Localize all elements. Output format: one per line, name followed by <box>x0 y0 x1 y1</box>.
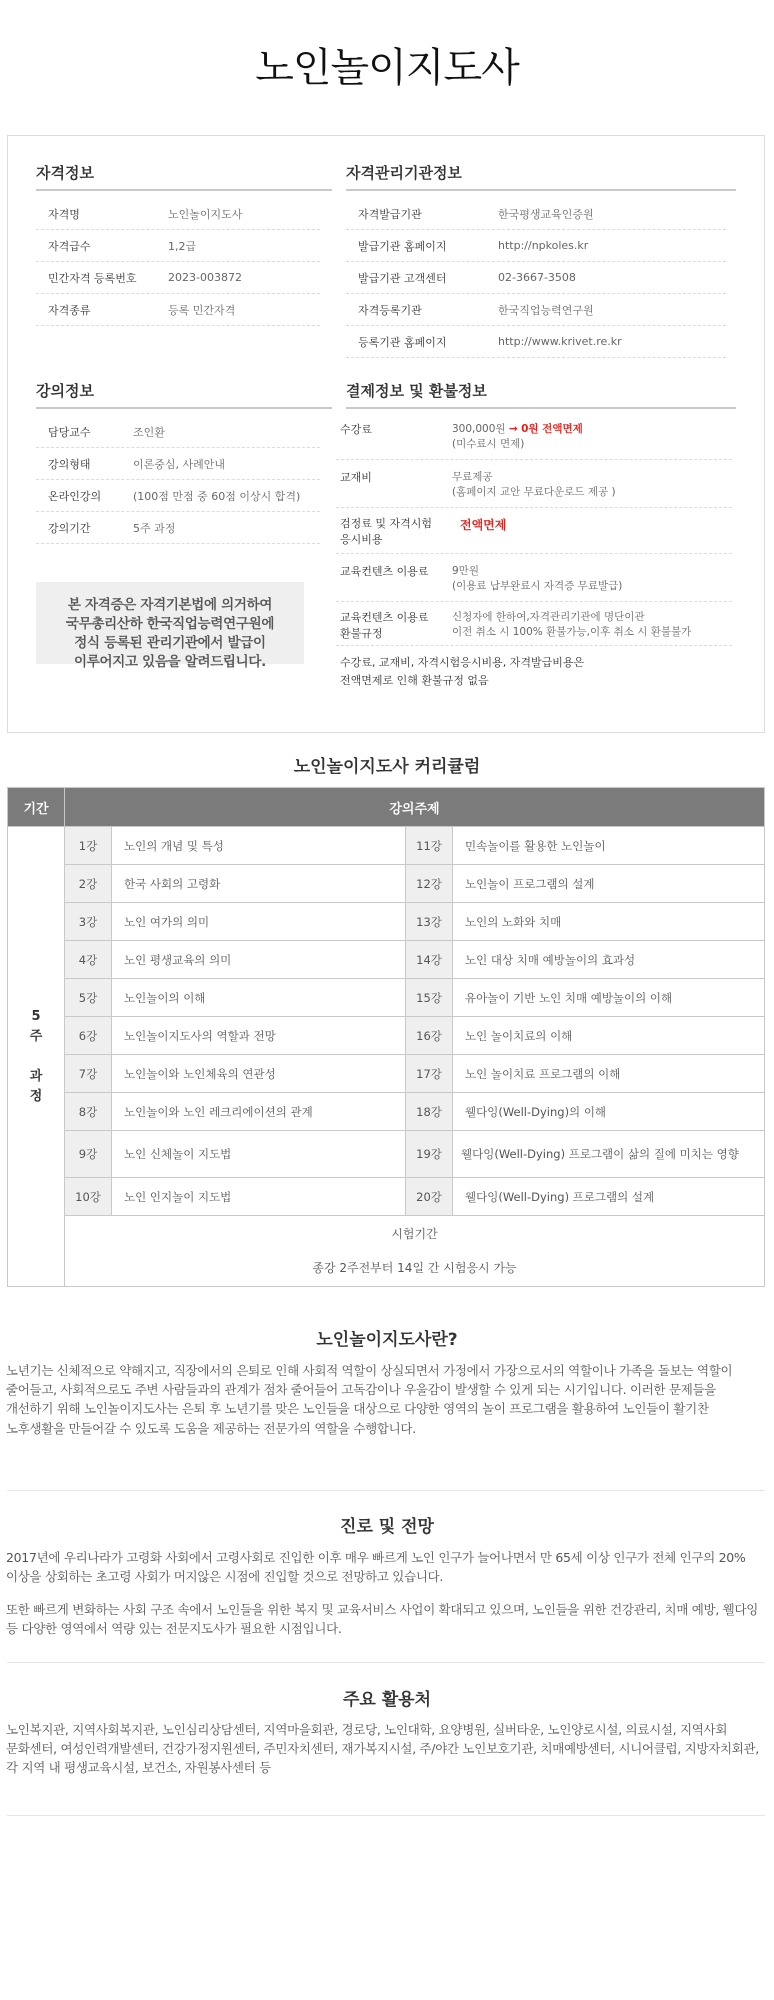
material-note: (홈페이지 교안 무료다운로드 제공 ) <box>452 486 616 498</box>
exam-period-row <box>8 1216 765 1287</box>
qualification-value: 2023-003872 <box>168 271 242 284</box>
tuition-free: 0원 전액면제 <box>521 423 583 435</box>
exam-fee-label: 검정료 및 자격시험 응시비용 <box>340 517 433 546</box>
agency-row <box>346 198 726 230</box>
table-row <box>8 1017 765 1055</box>
refund-line: 신청자에 한하여,자격관리기관에 명단이관 <box>452 611 645 623</box>
content-fee-label: 교육컨텐츠 이용료 <box>340 565 429 578</box>
period-text: 5 <box>31 1008 41 1024</box>
career-text-2: 또한 빠르게 변화하는 사회 구조 속에서 노인들을 위한 복지 및 교육서비스 사업이 확대되고 있으며, 노인들을 위한 건강관리, 치매 예방, 웰다잉 등 다양한 영역에서 역량 있는 전문지도사가 필요한 시점입니다. <box>6 1602 758 1637</box>
exam-period-desc: 종강 2주전부터 14일 간 시험응시 가능 <box>312 1261 517 1275</box>
material-row <box>336 460 732 508</box>
lecture-topic: 노인 평생교육의 의미 <box>112 941 406 979</box>
career-heading: 진로 및 전망 <box>340 1517 434 1537</box>
table-row <box>8 1178 765 1216</box>
lecture-row <box>36 480 320 512</box>
table-row <box>8 1131 765 1178</box>
lecture-number: 9강 <box>65 1131 112 1178</box>
lecture-number: 8강 <box>65 1093 112 1131</box>
exam-period-title: 시험기간 <box>391 1227 438 1241</box>
lecture-key: 강의형태 <box>48 457 91 471</box>
lecture-topic: 노인놀이의 이해 <box>112 979 406 1017</box>
agency-homepage-link[interactable]: http://npkoles.kr <box>498 239 589 252</box>
career-text-1: 2017년에 우리나라가 고령화 사회에서 고령사회로 진입한 이후 매우 빠르게 노인 인구가 늘어나면서 만 65세 이상 인구가 전체 인구의 20% 이상을 상회하는 초고령 사회가 머지않은 시점에 진입할 것으로 전망하고 있습니다. <box>6 1550 746 1585</box>
period-text: 정 <box>29 1088 43 1104</box>
column-topic: 강의주제 <box>65 788 765 827</box>
refund-line: 이전 취소 시 100% 환불가능,이후 취소 시 환불불가 <box>452 626 692 638</box>
lecture-topic: 노인놀이와 노인체육의 연관성 <box>112 1055 406 1093</box>
exam-fee-value: 전액면제 <box>460 518 507 532</box>
lecture-value: 이론중심, 사례안내 <box>133 457 226 471</box>
lecture-number: 18강 <box>406 1093 453 1131</box>
lecture-row <box>36 416 320 448</box>
table-row <box>8 1093 765 1131</box>
period-text: 과 <box>29 1068 43 1084</box>
agency-row <box>346 230 726 262</box>
content-fee-row <box>336 554 732 602</box>
qualification-row <box>36 262 320 294</box>
qualification-value: 노인놀이지도사 <box>168 207 243 221</box>
agency-row <box>346 262 726 294</box>
agency-table <box>346 198 726 358</box>
material-label: 교재비 <box>340 471 372 484</box>
lecture-number: 15강 <box>406 979 453 1017</box>
info-box <box>7 135 765 733</box>
registration-notice: 본 자격증은 자격기본법에 의거하여 국무총리산하 한국직업능력연구원에 정식 등록된 관리기관에서 발급이 이루어지고 있음을 알려드립니다. <box>36 582 304 664</box>
period-text: 주 <box>29 1028 43 1044</box>
table-row <box>8 979 765 1017</box>
material-value: 무료제공 <box>452 471 493 483</box>
refund-row <box>336 602 732 646</box>
lecture-topic: 노인 놀이치료 프로그램의 이해 <box>453 1055 765 1093</box>
lecture-number: 3강 <box>65 903 112 941</box>
tuition-arrow: → <box>508 423 518 435</box>
lecture-topic: 노인놀이지도사의 역할과 전망 <box>112 1017 406 1055</box>
lecture-topic: 노인 놀이치료의 이해 <box>453 1017 765 1055</box>
lecture-topic: 노인놀이 프로그램의 설계 <box>453 865 765 903</box>
refund-label: 교육컨텐츠 이용료 환불규정 <box>340 611 429 640</box>
qualification-row <box>36 230 320 262</box>
lecture-value: (100점 만점 중 60점 이상시 합격) <box>133 489 301 503</box>
qualification-heading: 자격정보 <box>36 162 332 191</box>
lecture-number: 14강 <box>406 941 453 979</box>
lecture-number: 12강 <box>406 865 453 903</box>
section-divider <box>7 1662 765 1663</box>
agency-key: 등록기관 홈페이지 <box>358 335 447 349</box>
lecture-topic: 웰다잉(Well-Dying) 프로그램이 삶의 질에 미치는 영향 <box>453 1131 765 1178</box>
curriculum-title: 노인놀이지도사 커리큘럼 <box>293 757 481 777</box>
payment-table <box>336 414 732 690</box>
lecture-number: 10강 <box>65 1178 112 1216</box>
qualification-row <box>36 198 320 230</box>
section-divider <box>7 1490 765 1491</box>
qualification-key: 자격급수 <box>48 239 91 253</box>
lecture-number: 20강 <box>406 1178 453 1216</box>
payment-heading: 결제정보 및 환불정보 <box>346 380 736 409</box>
lecture-topic: 노인 대상 치매 예방놀이의 효과성 <box>453 941 765 979</box>
lecture-number: 6강 <box>65 1017 112 1055</box>
about-text: 노년기는 신체적으로 약해지고, 직장에서의 은퇴로 인해 사회적 역할이 상실되면서 가정에서 가장으로서의 역할이나 가족을 돌보는 역할이 줄어들고, 사회적으로도 주변 사람들과의 관계가 점차 줄어들어 고독감이나 우울감이 발생할 수 있게 되는 시기입니다. 이러한 문제들을 개선하기 위해 노인놀이지도사는 은퇴 후 노년기를 맞은 노인들을 대상으로 다양한 영역의 놀이 프로그램을 활용하여 노인들이 활기찬 노후생활을 만들어갈 수 있도록 도움을 제공하는 전문가의 역할을 수행합니다. <box>6 1363 733 1436</box>
about-heading: 노인놀이지도사란? <box>316 1330 458 1350</box>
lecture-heading: 강의정보 <box>36 380 332 409</box>
page-title: 노인놀이지도사 <box>255 45 519 91</box>
lecture-topic: 노인 여가의 의미 <box>112 903 406 941</box>
lecture-number: 4강 <box>65 941 112 979</box>
tuition-note: (미수료시 면제) <box>452 438 525 450</box>
agency-value: 02-3667-3508 <box>498 271 576 284</box>
refund-footer-note: 수강료, 교재비, 자격시험응시비용, 자격발급비용은 전액면제로 인해 환불규정 없음 <box>340 656 585 687</box>
lecture-number: 13강 <box>406 903 453 941</box>
lecture-topic: 노인놀이와 노인 레크리에이션의 관계 <box>112 1093 406 1131</box>
qualification-table <box>36 198 320 326</box>
lecture-topic: 노인 인지놀이 지도법 <box>112 1178 406 1216</box>
table-row <box>8 865 765 903</box>
lecture-key: 강의기간 <box>48 521 91 535</box>
agency-value: 한국평생교육인증원 <box>498 207 594 221</box>
lecture-topic: 유아놀이 기반 노인 치매 예방놀이의 이해 <box>453 979 765 1017</box>
tuition-label: 수강료 <box>340 423 372 436</box>
lecture-number: 7강 <box>65 1055 112 1093</box>
lecture-number: 11강 <box>406 827 453 865</box>
usage-heading: 주요 활용처 <box>342 1690 432 1710</box>
agency-row <box>346 326 726 358</box>
registry-homepage-link[interactable]: http://www.krivet.re.kr <box>498 335 622 348</box>
lecture-number: 17강 <box>406 1055 453 1093</box>
exam-period-cell <box>65 1216 765 1287</box>
lecture-number: 19강 <box>406 1131 453 1178</box>
lecture-row <box>36 512 320 544</box>
agency-key: 발급기관 고객센터 <box>358 271 447 285</box>
lecture-topic: 웰다잉(Well-Dying) 프로그램의 설계 <box>453 1178 765 1216</box>
column-period: 기간 <box>8 788 65 827</box>
lecture-row <box>36 448 320 480</box>
curriculum-header-row <box>8 788 765 827</box>
qualification-value: 1,2급 <box>168 239 197 253</box>
lecture-topic: 웰다잉(Well-Dying)의 이해 <box>453 1093 765 1131</box>
qualification-key: 자격종류 <box>48 303 91 317</box>
usage-text: 노인복지관, 지역사회복지관, 노인심리상담센터, 지역마을회관, 경로당, 노인대학, 요양병원, 실버타운, 노인양로시설, 의료시설, 지역사회 문화센터, 여성인력개발센터, 건강가정지원센터, 주민자치센터, 재가복지시설, 주/야간 노인보호기관, 치매예방센터, 시니어클럽, 지방자치회관, 각 지역 내 평생교육시설, 보건소, 자원봉사센터 등 <box>6 1722 759 1776</box>
table-row <box>8 903 765 941</box>
lecture-topic: 노인 신체놀이 지도법 <box>112 1131 406 1178</box>
agency-key: 자격등록기관 <box>358 303 422 317</box>
tuition-row <box>336 414 732 460</box>
lecture-value: 5주 과정 <box>133 521 176 535</box>
lecture-key: 온라인강의 <box>48 489 102 503</box>
lecture-number: 2강 <box>65 865 112 903</box>
agency-key: 자격발급기관 <box>358 207 422 221</box>
lecture-number: 16강 <box>406 1017 453 1055</box>
qualification-key: 자격명 <box>48 207 80 221</box>
exam-fee-row <box>336 508 732 554</box>
lecture-number: 5강 <box>65 979 112 1017</box>
agency-key: 발급기관 홈페이지 <box>358 239 447 253</box>
table-row <box>8 827 765 865</box>
qualification-row <box>36 294 320 326</box>
lecture-table <box>36 416 320 544</box>
lecture-key: 담당교수 <box>48 425 91 439</box>
content-fee-note: (이용료 납부완료시 자격증 무료발급) <box>452 580 623 592</box>
curriculum-table <box>7 787 765 1287</box>
period-cell <box>8 827 65 1287</box>
agency-value: 한국직업능력연구원 <box>498 303 594 317</box>
content-fee-value: 9만원 <box>452 565 479 577</box>
lecture-number: 1강 <box>65 827 112 865</box>
qualification-key: 민간자격 등록번호 <box>48 271 137 285</box>
agency-heading: 자격관리기관정보 <box>346 162 736 191</box>
agency-row <box>346 294 726 326</box>
table-row <box>8 1055 765 1093</box>
section-divider <box>7 1815 765 1816</box>
lecture-topic: 한국 사회의 고령화 <box>112 865 406 903</box>
lecture-topic: 노인의 노화와 치매 <box>453 903 765 941</box>
qualification-value: 등록 민간자격 <box>168 303 236 317</box>
table-row <box>8 941 765 979</box>
tuition-price: 300,000원 <box>452 423 506 435</box>
lecture-topic: 민속놀이를 활용한 노인놀이 <box>453 827 765 865</box>
lecture-topic: 노인의 개념 및 특성 <box>112 827 406 865</box>
lecture-value: 조인환 <box>133 425 165 439</box>
